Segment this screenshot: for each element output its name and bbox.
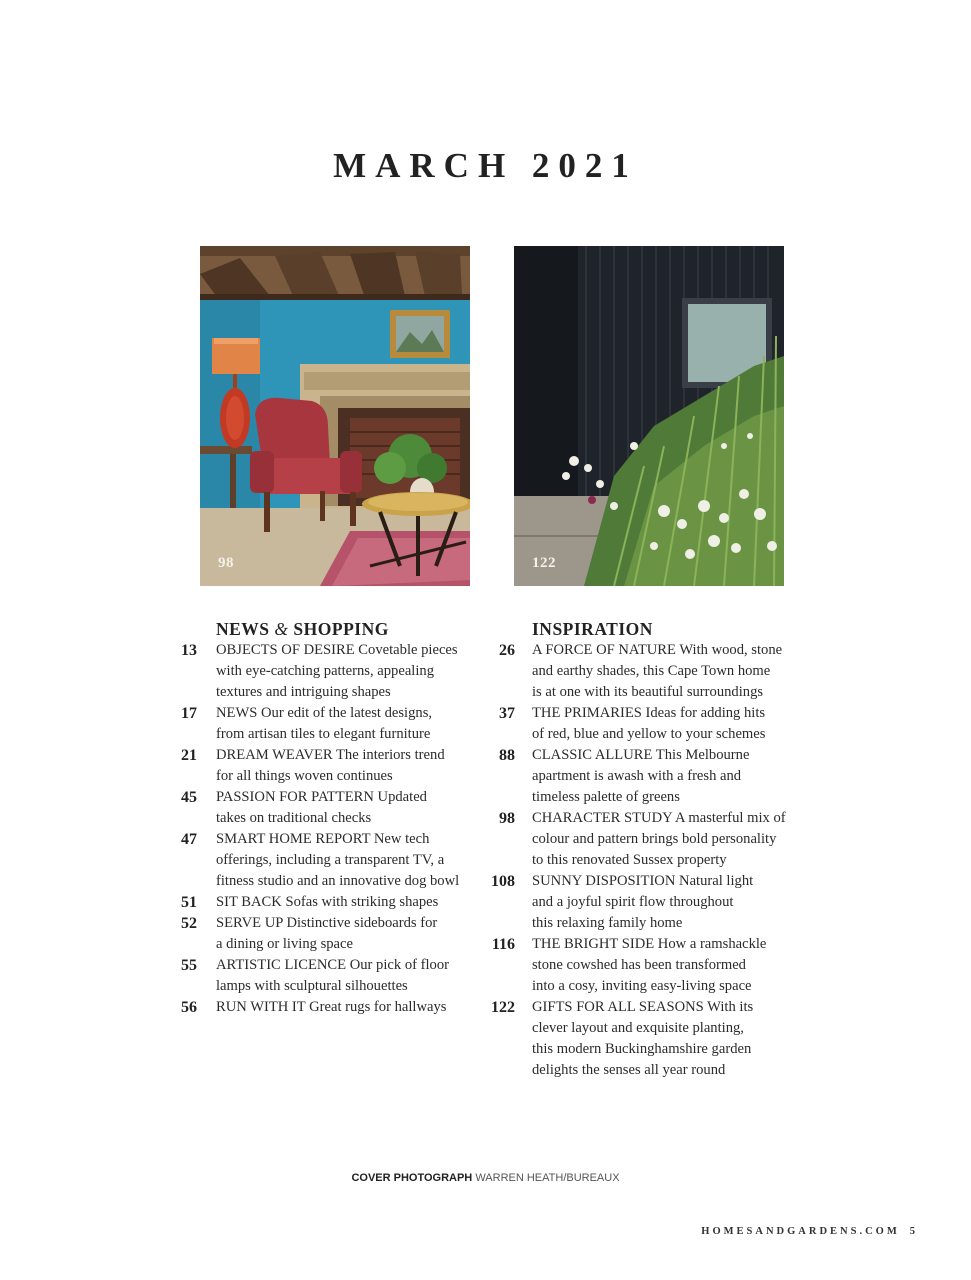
contents-entry[interactable] bbox=[168, 829, 478, 892]
entry-text-line: THE BRIGHT SIDE How a ramshackle bbox=[532, 936, 767, 952]
entry-text-line: PASSION FOR PATTERN Updated bbox=[216, 789, 427, 805]
section-heading bbox=[216, 619, 478, 640]
entry-page-number: 88 bbox=[499, 747, 515, 764]
contents-entry[interactable] bbox=[481, 871, 801, 934]
section-heading-ampersand: & bbox=[274, 619, 289, 639]
entry-text-line: timeless palette of greens bbox=[532, 789, 680, 805]
entry-text-line: and a joyful spirit flow throughout bbox=[532, 894, 734, 910]
entry-text-line: from artisan tiles to elegant furniture bbox=[216, 726, 431, 742]
interior-illustration bbox=[200, 246, 470, 586]
contents-entry[interactable] bbox=[168, 892, 478, 913]
entry-page-number: 17 bbox=[181, 705, 197, 722]
entry-text-line: CHARACTER STUDY A masterful mix of bbox=[532, 810, 786, 826]
contents-entry[interactable] bbox=[481, 640, 801, 703]
entry-text-line: with eye-catching patterns, appealing bbox=[216, 663, 435, 679]
entry-text-line: this relaxing family home bbox=[532, 915, 683, 931]
entry-text-line: a dining or living space bbox=[216, 936, 353, 952]
entry-text-line: is at one with its beautiful surroundings bbox=[532, 684, 764, 700]
contents-entry[interactable] bbox=[481, 997, 801, 1081]
contents-list bbox=[168, 640, 478, 1018]
contents-entry[interactable] bbox=[481, 703, 801, 745]
entry-text-line: and earthy shades, this Cape Town home bbox=[532, 663, 771, 679]
entry-text-line: colour and pattern brings bold personality bbox=[532, 831, 777, 847]
page-title: MARCH 2021 bbox=[333, 146, 638, 185]
entry-text-line: GIFTS FOR ALL SEASONS With its bbox=[532, 999, 754, 1015]
entry-text-line: A FORCE OF NATURE With wood, stone bbox=[532, 642, 783, 658]
contents-entry[interactable] bbox=[481, 808, 801, 871]
entry-page-number: 122 bbox=[491, 999, 515, 1016]
entry-text-line: ARTISTIC LICENCE Our pick of floor bbox=[216, 957, 449, 973]
garden-photo bbox=[514, 246, 784, 586]
entry-page-number: 51 bbox=[181, 894, 197, 911]
contents-entry[interactable] bbox=[168, 787, 478, 829]
news-shopping-section bbox=[168, 619, 478, 1018]
entry-page-number: 13 bbox=[181, 642, 197, 659]
entry-text-line: NEWS Our edit of the latest designs, bbox=[216, 705, 433, 721]
entry-text-line: DREAM WEAVER The interiors trend bbox=[216, 747, 445, 763]
entry-text-line: CLASSIC ALLURE This Melbourne bbox=[532, 747, 750, 763]
contents-entry[interactable] bbox=[168, 913, 478, 955]
page-number: 5 bbox=[909, 1226, 915, 1237]
entry-text-line: SMART HOME REPORT New tech bbox=[216, 831, 430, 847]
entry-text-line: SERVE UP Distinctive sideboards for bbox=[216, 915, 438, 931]
entry-page-number: 55 bbox=[181, 957, 197, 974]
credit-value: WARREN HEATH/BUREAUX bbox=[475, 1172, 620, 1184]
contents-entry[interactable] bbox=[168, 640, 478, 703]
contents-entry[interactable] bbox=[168, 997, 478, 1018]
section-heading-word: SHOPPING bbox=[293, 619, 389, 639]
inspiration-section bbox=[481, 619, 801, 1081]
entry-text-line: for all things woven continues bbox=[216, 768, 393, 784]
entry-text-line: delights the senses all year round bbox=[532, 1062, 726, 1078]
contents-entry[interactable] bbox=[481, 745, 801, 808]
entry-text-line: SUNNY DISPOSITION Natural light bbox=[532, 873, 754, 889]
contents-list bbox=[481, 640, 801, 1081]
entry-text-line: SIT BACK Sofas with striking shapes bbox=[216, 894, 439, 910]
entry-page-number: 37 bbox=[499, 705, 515, 722]
entry-text-line: takes on traditional checks bbox=[216, 810, 372, 826]
entry-text-line: into a cosy, inviting easy-living space bbox=[532, 978, 752, 994]
cover-photo-credit bbox=[0, 1172, 971, 1184]
contents-entry[interactable] bbox=[168, 745, 478, 787]
entry-page-number: 47 bbox=[181, 831, 197, 848]
entry-page-number: 45 bbox=[181, 789, 197, 806]
entry-page-number: 52 bbox=[181, 915, 197, 932]
entry-page-number: 26 bbox=[499, 642, 515, 659]
entry-page-number: 116 bbox=[491, 936, 515, 953]
entry-text-line: fitness studio and an innovative dog bowl bbox=[216, 873, 460, 889]
entry-text-line: to this renovated Sussex property bbox=[532, 852, 727, 868]
entry-text-line: OBJECTS OF DESIRE Covetable pieces bbox=[216, 642, 458, 658]
section-heading: INSPIRATION bbox=[532, 619, 653, 639]
photo-page-number: 122 bbox=[532, 555, 556, 571]
entry-page-number: 21 bbox=[181, 747, 197, 764]
entry-text-line: THE PRIMARIES Ideas for adding hits bbox=[532, 705, 766, 721]
entry-text-line: lamps with sculptural silhouettes bbox=[216, 978, 408, 994]
interior-photo bbox=[200, 246, 470, 586]
entry-text-line: clever layout and exquisite planting, bbox=[532, 1020, 744, 1036]
garden-illustration bbox=[514, 246, 784, 586]
entry-text-line: offerings, including a transparent TV, a bbox=[216, 852, 445, 868]
page-footer bbox=[701, 1226, 915, 1237]
entry-text-line: apartment is awash with a fresh and bbox=[532, 768, 742, 784]
entry-page-number: 98 bbox=[499, 810, 515, 827]
contents-entry[interactable] bbox=[481, 934, 801, 997]
entry-text-line: RUN WITH IT Great rugs for hallways bbox=[216, 999, 447, 1015]
entry-page-number: 108 bbox=[491, 873, 515, 890]
section-heading-word: NEWS bbox=[216, 619, 270, 639]
contents-entry[interactable] bbox=[168, 955, 478, 997]
entry-text-line: stone cowshed has been transformed bbox=[532, 957, 746, 973]
entry-text-line: of red, blue and yellow to your schemes bbox=[532, 726, 766, 742]
credit-label: COVER PHOTOGRAPH bbox=[351, 1172, 473, 1184]
website-url[interactable]: HOMESANDGARDENS.COM bbox=[701, 1226, 900, 1237]
photo-page-number: 98 bbox=[218, 555, 234, 571]
entry-text-line: textures and intriguing shapes bbox=[216, 684, 391, 700]
contents-entry[interactable] bbox=[168, 703, 478, 745]
entry-page-number: 56 bbox=[181, 999, 197, 1016]
entry-text-line: this modern Buckinghamshire garden bbox=[532, 1041, 752, 1057]
